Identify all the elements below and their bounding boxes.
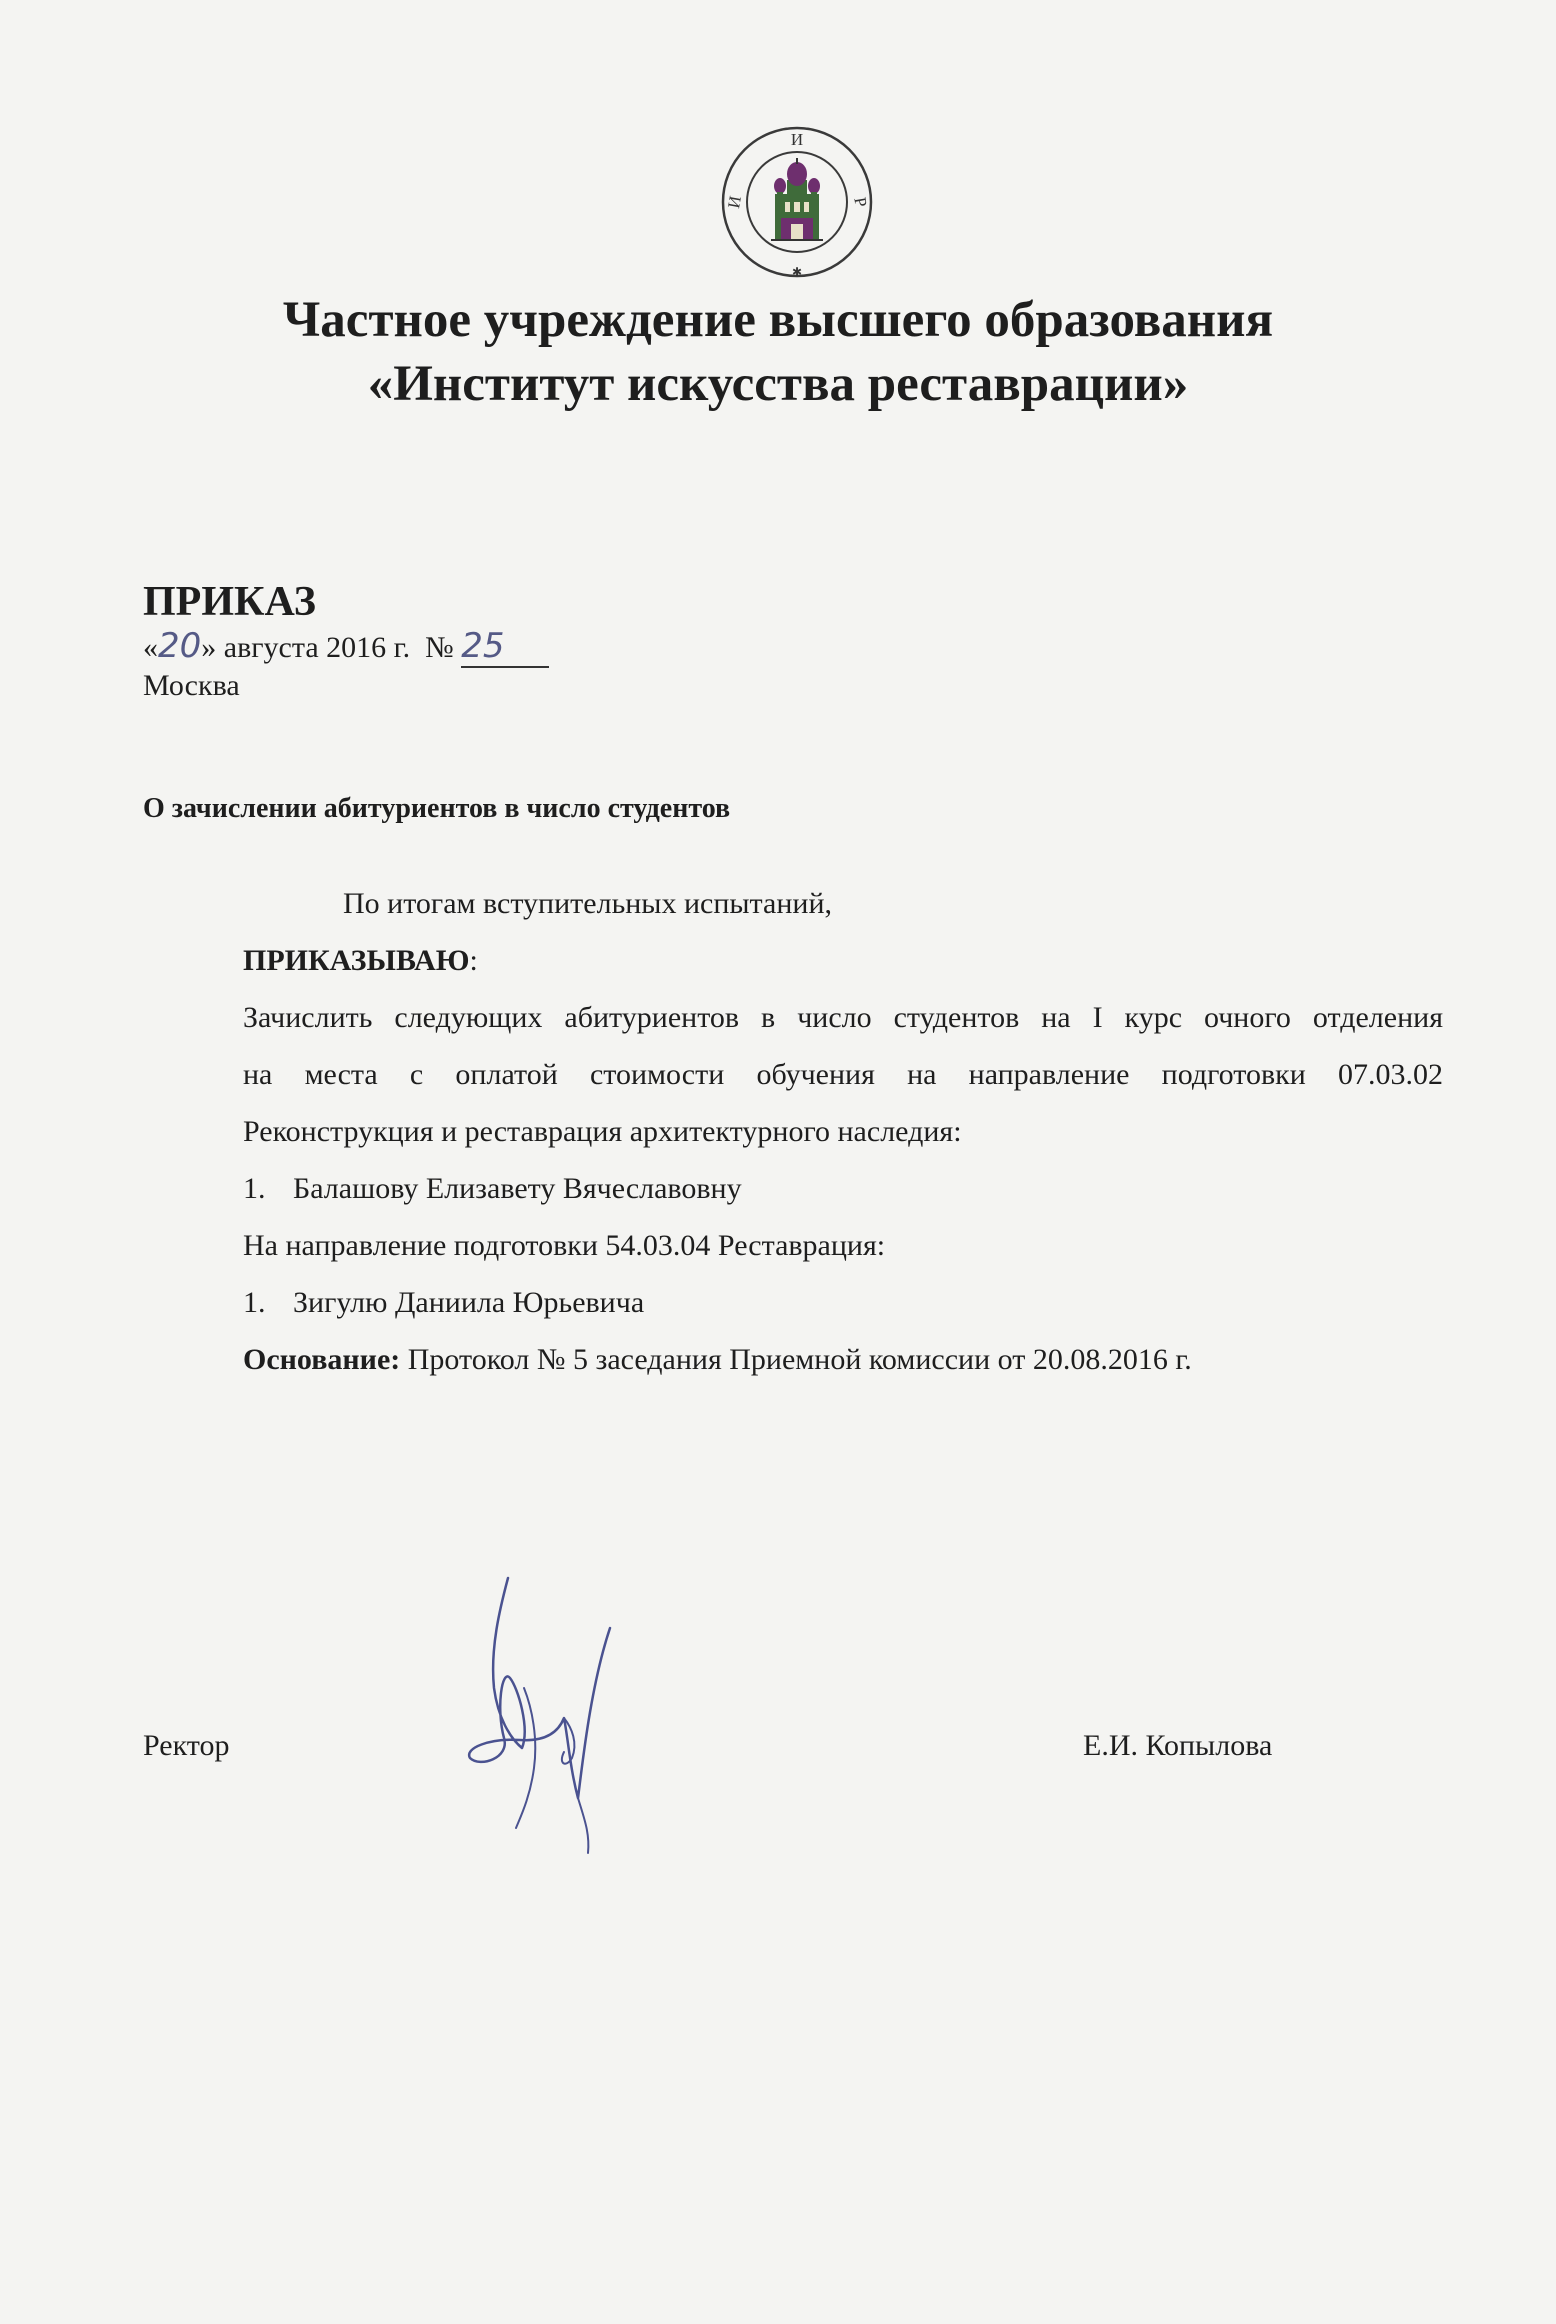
institute-emblem-icon (717, 122, 877, 282)
order-command-colon: : (469, 944, 478, 977)
order-text-line-3: Реконструкция и реставрация архитектурного наследия: (243, 1115, 962, 1148)
order-basis-label: Основание: (243, 1343, 401, 1376)
organization-title-line-1: Частное учреждение высшего образования (282, 292, 1274, 348)
order-date-line (143, 628, 549, 668)
date-open-quote: « (143, 631, 158, 664)
list-item (243, 1160, 1443, 1217)
order-number-label: № (425, 631, 454, 664)
order-direction-2: На направление подготовки 54.03.04 Реставрация: (243, 1229, 886, 1262)
order-text-line-1: Зачислить следующих абитуриентов в число студентов на I курс очного отделения (243, 1001, 1443, 1034)
logo-letter-top: И (790, 130, 804, 149)
logo-letter-left: И (724, 194, 745, 210)
date-close-quote: » (201, 631, 217, 664)
order-text-line-2: на места с оплатой стоимости обучения на направление подготовки 07.03.02 (243, 1058, 1443, 1091)
list-item-number: 1. (243, 1172, 266, 1205)
svg-text:✱: ✱ (791, 265, 803, 279)
order-basis-text: Протокол № 5 заседания Приемной комиссии от 20.08.2016 г. (400, 1343, 1192, 1376)
order-command (243, 932, 1443, 989)
signatory-position: Ректор (143, 1729, 230, 1762)
order-title: ПРИКАЗ (143, 579, 316, 625)
handwritten-signature-icon (460, 1568, 630, 1858)
order-city: Москва (143, 669, 240, 702)
logo-letter-right: Р (850, 195, 871, 209)
list-item-name: Балашову Елизавету Вячеславовну (293, 1172, 742, 1205)
order-body (243, 875, 1443, 1388)
list-item-number: 1. (243, 1286, 266, 1319)
order-command-word: ПРИКАЗЫВАЮ (243, 944, 470, 977)
order-date-rest: августа 2016 г. (223, 631, 411, 664)
order-date-day: 20 (158, 626, 202, 666)
order-subject: О зачислении абитуриентов в число студентов (143, 793, 731, 824)
organization-title-line-2: «Институт искусства реставрации» (367, 356, 1189, 412)
order-intro: По итогам вступительных испытаний, (343, 887, 832, 920)
list-item-name: Зигулю Даниила Юрьевича (293, 1286, 645, 1319)
order-basis (243, 1331, 1443, 1388)
signatory-name: Е.И. Копылова (1083, 1729, 1273, 1762)
organization-title (0, 288, 1556, 416)
list-item (243, 1274, 1443, 1331)
order-number-value: 25 (461, 626, 505, 666)
